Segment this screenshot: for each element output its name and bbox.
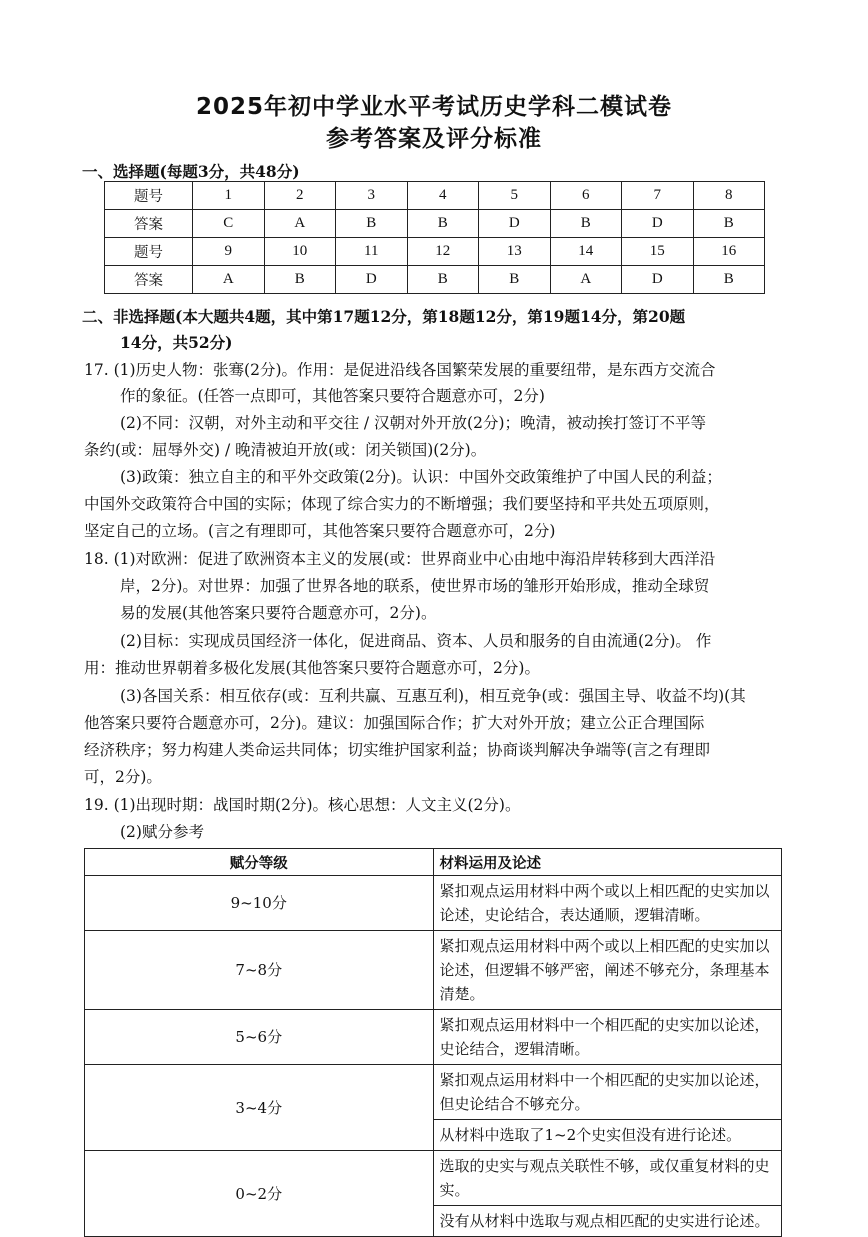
rubric-level: 7~8分 xyxy=(85,931,434,1010)
mc-row-label: 答案 xyxy=(105,266,193,294)
mc-cell: 13 xyxy=(479,238,551,266)
rubric-header-criteria: 材料运用及论述 xyxy=(433,849,782,876)
rubric-level: 5~6分 xyxy=(85,1010,434,1065)
q17-part3-line3: 坚定自己的立场。(言之有理即可，其他答案只要符合题意亦可，2分) xyxy=(84,522,556,540)
q17-part3-line2: 中国外交政策符合中国的实际；体现了综合实力的不断增强；我们要坚持和平共处五项原则， xyxy=(84,495,720,513)
q17-part1-line1: 17. (1)历史人物：张骞(2分)。作用：是促进沿线各国繁荣发展的重要纽带，是东西方交流合 xyxy=(84,361,716,379)
mc-cell: D xyxy=(622,210,694,238)
mc-cell: 6 xyxy=(550,182,622,210)
mc-row xyxy=(105,266,765,294)
mc-cell: 14 xyxy=(550,238,622,266)
mc-cell: A xyxy=(550,266,622,294)
rubric-criteria: 紧扣观点运用材料中两个或以上相匹配的史实加以论述，但逻辑不够严密，阐述不够充分，条理基本清楚。 xyxy=(433,931,782,1010)
page-subtitle: 参考答案及评分标准 xyxy=(326,126,542,152)
section1-heading: 一、选择题(每题3分，共48分) xyxy=(82,162,300,181)
mc-cell: 15 xyxy=(622,238,694,266)
rubric-row xyxy=(85,1151,782,1206)
q17-part2-line2: 条约(或：屈辱外交) / 晚清被迫开放(或：闭关锁国)(2分)。 xyxy=(84,441,487,459)
q18-part3-line1: (3)各国关系：相互依存(或：互利共赢、互惠互利)，相互竞争(或：强国主导、收益不均)(其 xyxy=(120,687,746,705)
rubric-row xyxy=(85,1010,782,1065)
rubric-level: 3~4分 xyxy=(85,1065,434,1151)
mc-cell: A xyxy=(193,266,265,294)
rubric-criteria: 从材料中选取了1~2个史实但没有进行论述。 xyxy=(433,1120,782,1151)
mc-cell: D xyxy=(336,266,408,294)
rubric-row xyxy=(85,931,782,1010)
mc-cell: 12 xyxy=(407,238,479,266)
q18-part1-line1: 18. (1)对欧洲：促进了欧洲资本主义的发展(或：世界商业中心由地中海沿岸转移到大西洋沿 xyxy=(84,550,716,568)
mc-cell: 2 xyxy=(264,182,336,210)
q19-part2-label: (2)赋分参考 xyxy=(120,823,204,841)
section2-heading-line1: 二、非选择题(本大题共4题，其中第17题12分，第18题12分，第19题14分，第20题 xyxy=(82,307,686,326)
mc-cell: 11 xyxy=(336,238,408,266)
mc-cell: 8 xyxy=(693,182,765,210)
q18-part3-line2: 他答案只要符合题意亦可，2分)。建议：加强国际合作；扩大对外开放；建立公正合理国际 xyxy=(84,714,705,732)
mc-cell: B xyxy=(407,210,479,238)
mc-row xyxy=(105,210,765,238)
rubric-criteria: 没有从材料中选取与观点相匹配的史实进行论述。 xyxy=(433,1206,782,1237)
q18-part2-line2: 用：推动世界朝着多极化发展(其他答案只要符合题意亦可，2分)。 xyxy=(84,659,540,677)
mc-cell: 16 xyxy=(693,238,765,266)
mc-cell: B xyxy=(693,210,765,238)
q17-part2-line1: (2)不同：汉朝，对外主动和平交往 / 汉朝对外开放(2分)；晚清，被动挨打签订不平等 xyxy=(120,414,706,432)
mc-cell: B xyxy=(336,210,408,238)
q17-part1-line2: 作的象征。(任答一点即可，其他答案只要符合题意亦可，2分) xyxy=(120,387,545,405)
rubric-row xyxy=(85,876,782,931)
mc-cell: D xyxy=(622,266,694,294)
q17-part3-line1: (3)政策：独立自主的和平外交政策(2分)。认识：中国外交政策维护了中国人民的利益； xyxy=(120,468,722,486)
mc-cell: 5 xyxy=(479,182,551,210)
mc-cell: 1 xyxy=(193,182,265,210)
rubric-level: 9~10分 xyxy=(85,876,434,931)
multiple-choice-answer-table xyxy=(104,181,765,294)
rubric-criteria: 紧扣观点运用材料中一个相匹配的史实加以论述，史论结合，逻辑清晰。 xyxy=(433,1010,782,1065)
page-title: 2025年初中学业水平考试历史学科二模试卷 xyxy=(195,94,672,120)
mc-cell: B xyxy=(693,266,765,294)
mc-cell: B xyxy=(264,266,336,294)
q18-part1-line3: 易的发展(其他答案只要符合题意亦可，2分)。 xyxy=(120,604,437,622)
q18-part1-line2: 岸，2分)。对世界：加强了世界各地的联系，使世界市场的雏形开始形成，推动全球贸 xyxy=(120,577,710,595)
section2-heading-line2: 14分，共52分) xyxy=(120,333,233,352)
mc-cell: C xyxy=(193,210,265,238)
mc-cell: 9 xyxy=(193,238,265,266)
scoring-rubric-table xyxy=(84,848,782,1237)
mc-cell: B xyxy=(550,210,622,238)
rubric-header-level: 赋分等级 xyxy=(85,849,434,876)
mc-cell: B xyxy=(479,266,551,294)
rubric-criteria: 选取的史实与观点关联性不够，或仅重复材料的史实。 xyxy=(433,1151,782,1206)
mc-row xyxy=(105,182,765,210)
mc-cell: B xyxy=(407,266,479,294)
q18-part3-line4: 可，2分)。 xyxy=(84,768,162,786)
mc-cell: 10 xyxy=(264,238,336,266)
rubric-criteria: 紧扣观点运用材料中一个相匹配的史实加以论述，但史论结合不够充分。 xyxy=(433,1065,782,1120)
rubric-level: 0~2分 xyxy=(85,1151,434,1237)
q18-part2-line1: (2)目标：实现成员国经济一体化，促进商品、资本、人员和服务的自由流通(2分)。 作 xyxy=(120,632,712,650)
mc-row xyxy=(105,238,765,266)
mc-row-label: 题号 xyxy=(105,238,193,266)
mc-cell: 7 xyxy=(622,182,694,210)
mc-cell: 3 xyxy=(336,182,408,210)
mc-cell: 4 xyxy=(407,182,479,210)
mc-row-label: 答案 xyxy=(105,210,193,238)
mc-row-label: 题号 xyxy=(105,182,193,210)
rubric-row xyxy=(85,1065,782,1120)
rubric-criteria: 紧扣观点运用材料中两个或以上相匹配的史实加以论述，史论结合，表达通顺，逻辑清晰。 xyxy=(433,876,782,931)
mc-cell: D xyxy=(479,210,551,238)
q18-part3-line3: 经济秩序；努力构建人类命运共同体；切实维护国家利益；协商谈判解决争端等(言之有理即 xyxy=(84,741,711,759)
mc-cell: A xyxy=(264,210,336,238)
q19-part1-line1: 19. (1)出现时期：战国时期(2分)。核心思想：人文主义(2分)。 xyxy=(84,796,521,814)
